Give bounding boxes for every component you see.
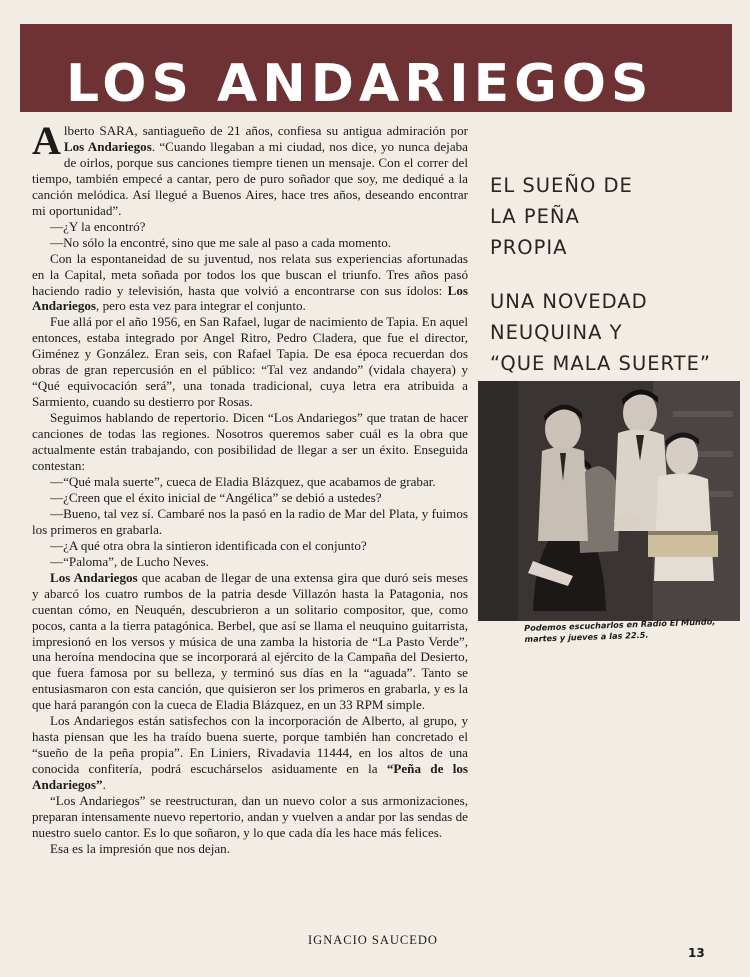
band-name: Los Andariegos: [32, 282, 468, 314]
drop-cap: A: [32, 118, 61, 163]
article-paragraph: “Los Andariegos” se reestructuran, dan un nuevo color a sus armonizaciones, preparan intensamente nuevo repertorio, andan y vuelven a andar por las sendas de nuestro suelo cantor. Es lo que soñaron, y lo que cada día les hace más felices.: [32, 793, 468, 840]
heading-line: PROPIA: [490, 236, 568, 259]
article-paragraph: Alberto SARA, santiagueño de 21 años, confiesa su antigua admiración por Los Andariegos. “Cuando llegaban a mi ciudad, nos dice, yo nunca dejaba de oirlos, porque sus canciones tiempre tienen un mensaje. Con el correr del tiempo, también empecé a cantar, pero de puro soñador que soy, me dediqué a la canción melódica. Así llegué a Buenos Aires, hace tres años, deseando encontrar mi oportunidad”.: [32, 118, 468, 218]
venue-name: “Peña de los Andariegos”: [32, 761, 468, 793]
heading-line: EL SUEÑO DE: [490, 174, 633, 197]
article-paragraph: Los Andariegos están satisfechos con la incorporación de Alberto, al grupo, y hasta piensan que les ha traído buena suerte, porque también han concretado el “sueño de la peña propia”. En Liniers, Rivadavia 11444, en los altos de una conocida confitería, podrá escuchárselos asiduamente en la “Peña de los Andariegos”.: [32, 713, 468, 793]
article-paragraph: —¿A qué otra obra la sintieron identificada con el conjunto?: [50, 537, 367, 553]
band-name: Los Andariegos: [50, 569, 138, 585]
article-paragraph: Con la espontaneidad de su juventud, nos relata sus experiencias afortunadas en la Capital, meta soñada por todos los que buscan el triunfo. Tres años pasó haciendo radio y televisión, hasta que volvió a encontrarse con sus ídolos: Los Andariegos, pero esta vez para integrar el conjunto.: [32, 250, 468, 314]
article-paragraph: —“Paloma”, de Lucho Neves.: [50, 553, 209, 569]
heading-line: “QUE MALA SUERTE”: [490, 352, 711, 375]
sidebar-heading-novelty: [490, 286, 711, 379]
sidebar-heading-dream: [490, 170, 633, 263]
article-paragraph: Seguimos hablando de repertorio. Dicen “Los Andariegos” que tratan de hacer canciones de todas las regiones. Nosotros queremos saber cuál es la obra que actualmente están trabajando, con posibilidad de llegar a ser un éxito. Enseguida contestan:: [32, 410, 468, 474]
article-paragraph: —No sólo la encontré, sino que me sale al paso a cada momento.: [50, 234, 392, 250]
heading-line: LA PEÑA: [490, 205, 580, 228]
article-paragraph: —¿Y la encontró?: [50, 218, 146, 234]
article-paragraph: —¿Creen que el éxito inicial de “Angélica” se debió a ustedes?: [50, 489, 382, 505]
article-paragraph: —“Qué mala suerte”, cueca de Eladia Blázquez, que acabamos de grabar.: [50, 473, 436, 489]
band-photo-image: [478, 381, 740, 621]
heading-line: UNA NOVEDAD: [490, 290, 648, 313]
band-name: Los Andariegos: [63, 138, 152, 154]
heading-line: NEUQUINA Y: [490, 321, 623, 344]
photo-caption: Podemos escucharlos en Radio El Mundo, martes y jueves a las 22.5.: [524, 616, 716, 644]
article-paragraph: Esa es la impresión que nos dejan.: [50, 840, 230, 856]
title-banner: [20, 24, 732, 112]
page-title: LOS ANDARIEGOS: [66, 54, 654, 114]
author-signature: IGNACIO SAUCEDO: [308, 933, 438, 947]
page-number: 13: [688, 946, 705, 960]
band-photo: [478, 381, 740, 621]
article-paragraph: —Bueno, tal vez sí. Cambaré nos la pasó en la radio de Mar del Plata, y fuimos los primeros en grabarla.: [32, 505, 468, 537]
article-paragraph: Los Andariegos que acaban de llegar de una extensa gira que duró seis meses y abarcó los cuatro rumbos de la patria desde Villazón hasta la Patagonia, nos cuentan cómo, en Neuquén, descubrieron a un solitario compositor, que, como pocos, canta a la tierra patagónica. Berbel, que así se llama el neuquino guitarrista, impresionó en los versos y música de una zamba la historia de “La Pasto Verde”, una heroína mendocina que se incorporará al ejército de la Campaña del Desierto, que fuera famosa por su belleza, y terminó sus días en la “aguada”. Tanto se entusiasmaron con esta canción, que quisieron ser los primeros en grabarla, y es la que hará parangón con la cueca de Eladia Blázquez, en un 33 RPM simple.: [32, 569, 468, 713]
article-body: [32, 118, 468, 857]
article-paragraph: Fue allá por el año 1956, en San Rafael, lugar de nacimiento de Tapia. En aquel entonces, estaba integrado por Angel Ritro, Pedro Cladera, que fue el director, Giménez y González. Eran seis, con Rafael Tapia. De esa época recuerdan dos obras de gran repercusión en el público: “Tal vez andando” (vidala chayera) y “Qué equivocación será”, una tonada tradicional, cuya letra era atribuida a Sarmiento, cuando su destierro por Rosas.: [32, 314, 468, 410]
